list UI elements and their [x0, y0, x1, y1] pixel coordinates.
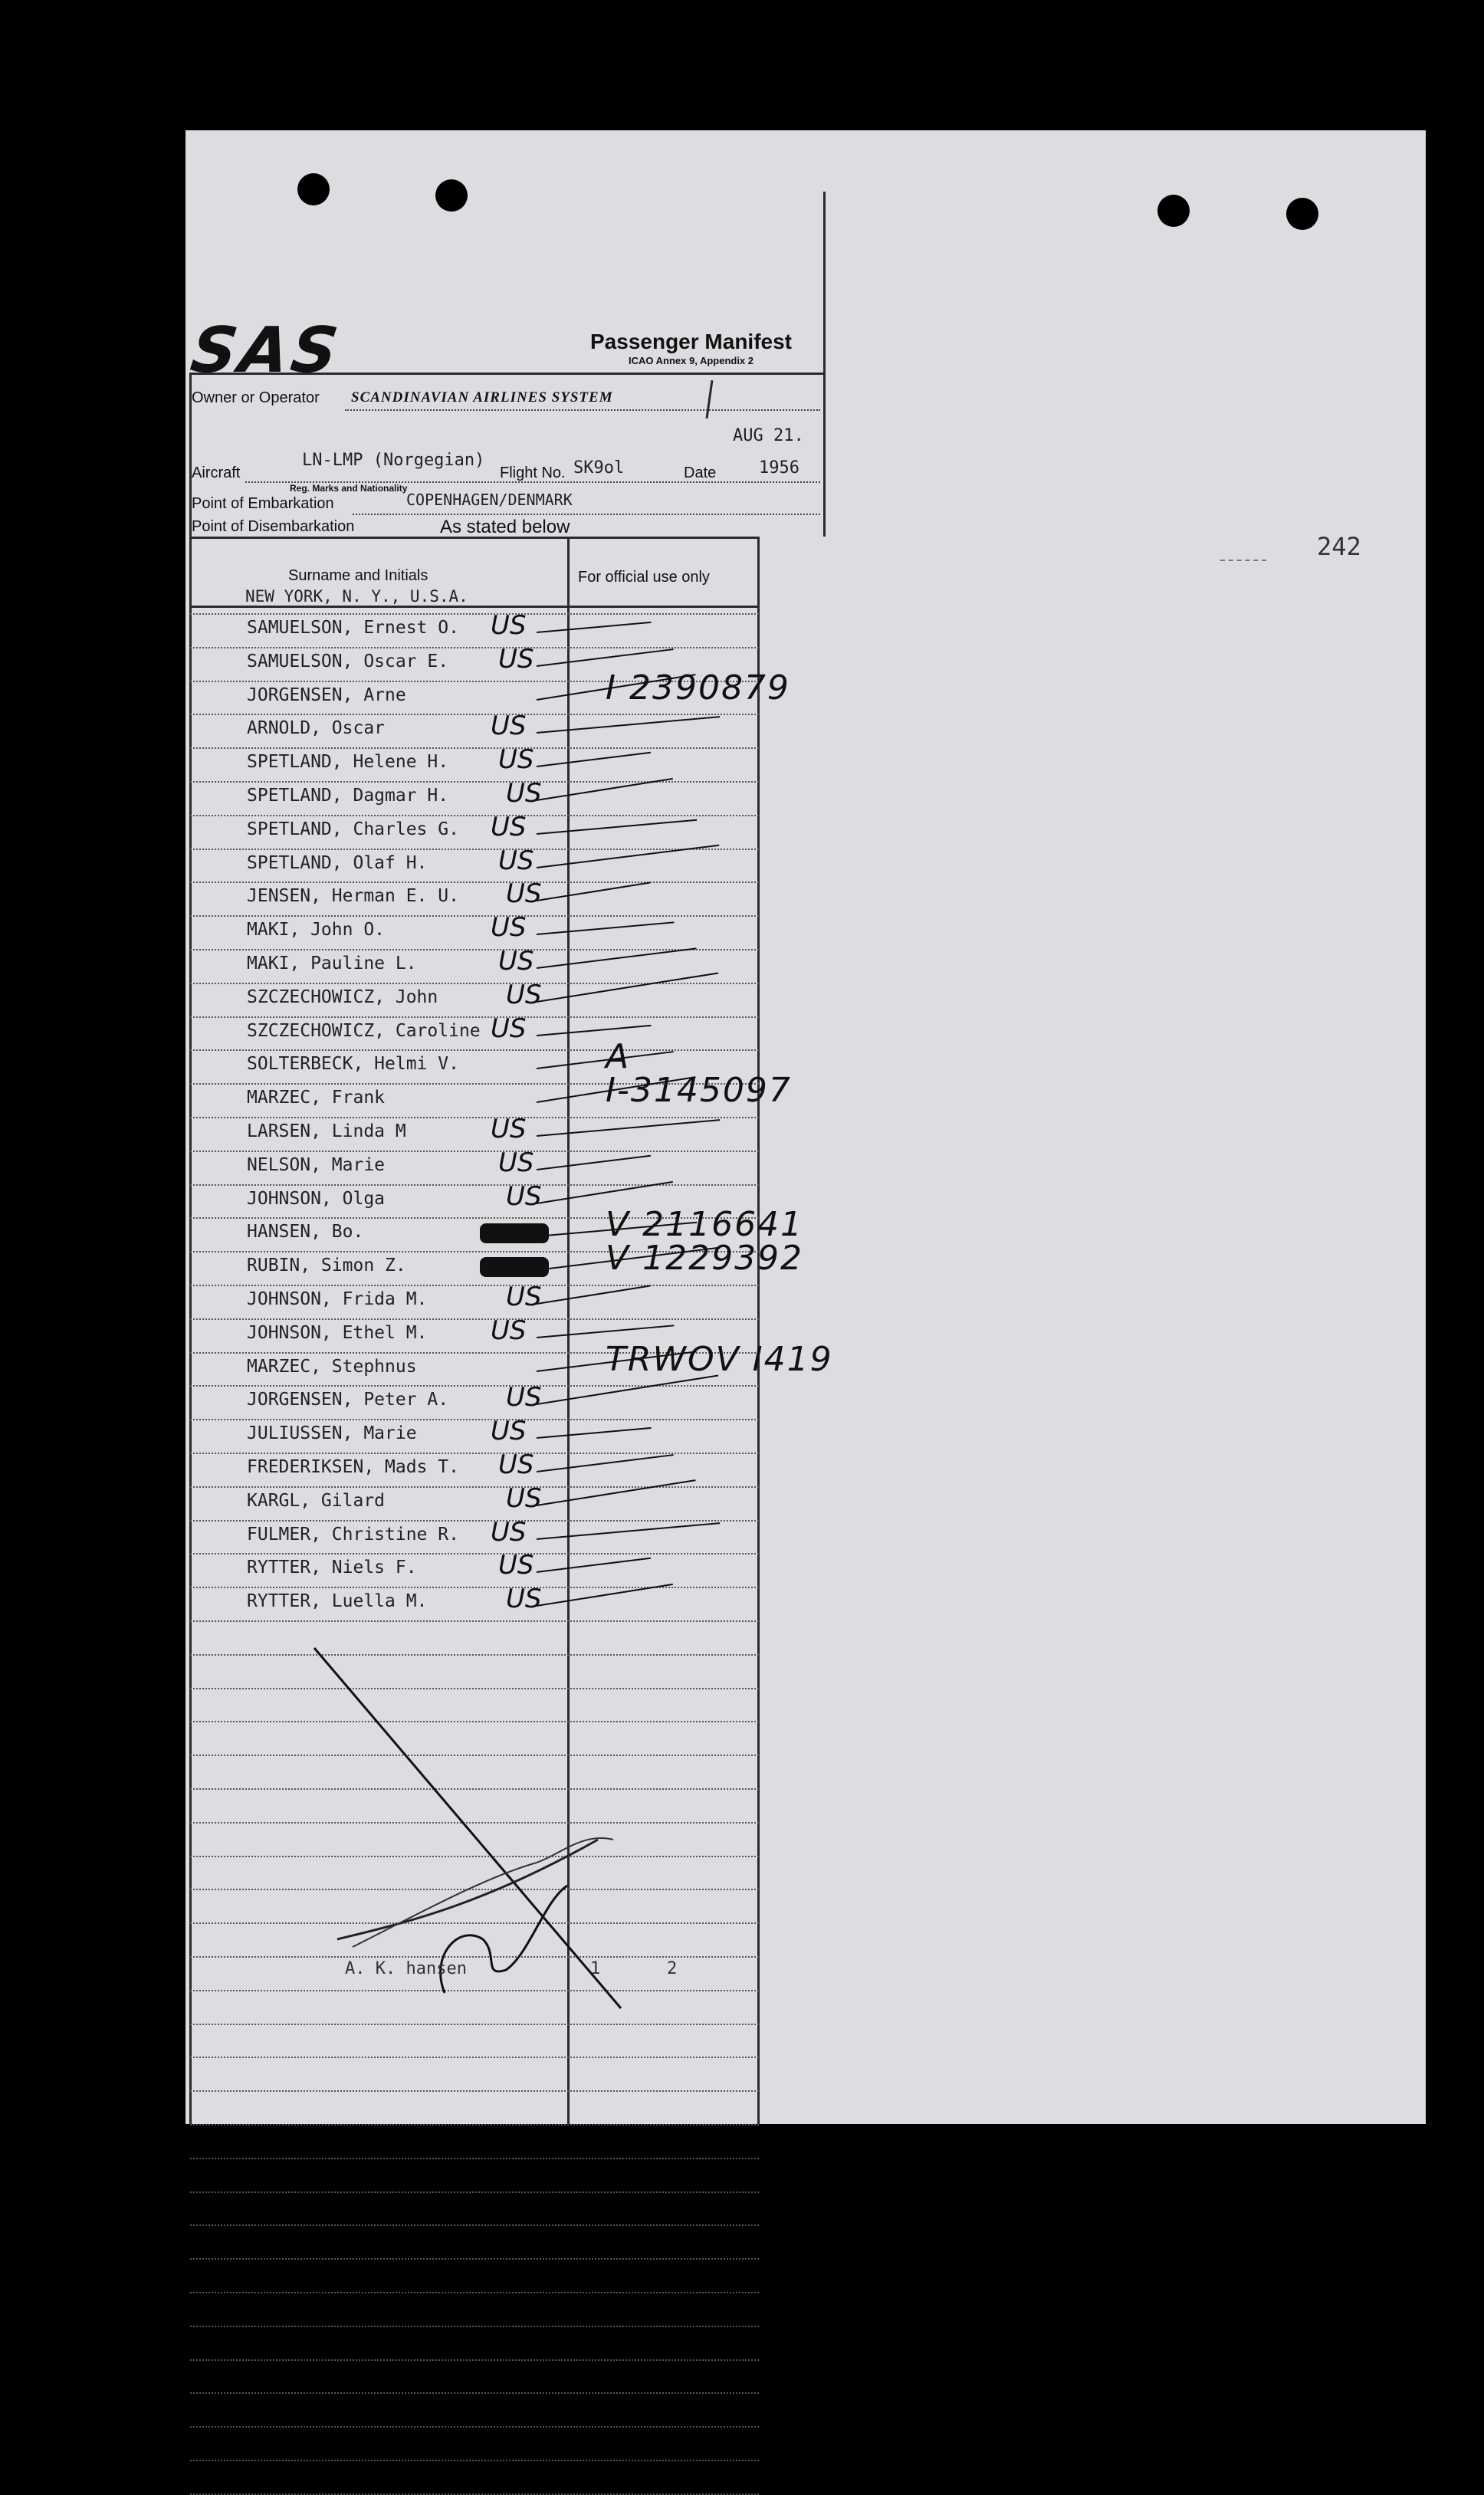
disembarkation-value: As stated below: [440, 517, 570, 537]
passenger-name: FULMER, Christine R.: [247, 1524, 459, 1545]
owner-value: SCANDINAVIAN AIRLINES SYSTEM: [351, 389, 613, 405]
row-rule: [190, 2057, 759, 2058]
punch-hole: [297, 173, 330, 205]
punch-hole: [1286, 198, 1318, 230]
nationality-mark: US: [491, 1516, 527, 1548]
passenger-name: RYTTER, Niels F.: [247, 1558, 417, 1578]
passenger-name: JORGENSEN, Peter A.: [247, 1390, 449, 1410]
embarkation-dotted-line: [353, 514, 820, 515]
row-rule: [190, 983, 759, 984]
nationality-mark: US: [498, 1147, 534, 1178]
sas-logo: SAS: [186, 314, 346, 387]
passenger-name: SPETLAND, Charles G.: [247, 819, 459, 839]
row-rule: [190, 1318, 759, 1320]
passenger-name: HANSEN, Bo.: [247, 1222, 364, 1243]
nationality-mark: US: [506, 1180, 542, 1212]
date-label: Date: [684, 465, 717, 481]
nationality-mark: US: [491, 1416, 527, 1447]
row-rule: [190, 2090, 759, 2092]
passenger-name: MARZEC, Stephnus: [247, 1356, 417, 1377]
nationality-mark: US: [506, 1482, 542, 1514]
passenger-name: NELSON, Marie: [247, 1154, 386, 1175]
official-column-header: For official use only: [578, 569, 710, 586]
passenger-name: SZCZECHOWICZ, John: [247, 987, 438, 1007]
passenger-name: SAMUELSON, Ernest O.: [247, 618, 459, 638]
form-left-rule: [189, 373, 192, 2124]
row-rule: [190, 2292, 759, 2293]
flight-label: Flight No.: [500, 465, 566, 481]
document-number: A: [606, 1037, 631, 1077]
passenger-name: RYTTER, Luella M.: [247, 1591, 428, 1612]
nationality-mark: US: [506, 1282, 542, 1312]
row-rule: [190, 613, 759, 615]
passenger-name: SOLTERBECK, Helmi V.: [247, 1054, 459, 1075]
row-rule: [190, 1620, 759, 1622]
nationality-mark: US: [491, 711, 527, 742]
right-column-rule: [757, 537, 760, 2124]
row-rule: [190, 1520, 759, 1522]
form-subtitle: ICAO Annex 9, Appendix 2: [629, 355, 754, 366]
owner-dotted-line: [345, 409, 820, 411]
row-rule: [190, 1587, 759, 1588]
embarkation-value: COPENHAGEN/DENMARK: [406, 491, 573, 509]
document-number: V 1229392: [606, 1239, 804, 1279]
document-number: I-3145097: [606, 1071, 792, 1111]
nationality-mark: US: [498, 1550, 534, 1581]
row-rule: [190, 1453, 759, 1454]
row-rule: [190, 1117, 759, 1118]
date-value-month: AUG 21.: [733, 426, 804, 445]
passenger-name: FREDERIKSEN, Mads T.: [247, 1457, 459, 1477]
passenger-name: MAKI, Pauline L.: [247, 954, 417, 973]
nationality-mark: US: [498, 946, 534, 977]
nationality-mark: US: [491, 811, 527, 842]
nationality-mark: US: [491, 1013, 527, 1044]
footer-name: A. K. hansen: [345, 1959, 467, 1978]
nationality-mark: US: [491, 1315, 527, 1346]
row-rule: [190, 815, 759, 816]
passenger-name: SAMUELSON, Oscar E.: [247, 651, 449, 671]
document-number: TRWOV I419: [606, 1339, 833, 1379]
aircraft-value: LN-LMP (Norgegian): [302, 451, 485, 470]
embarkation-label: Point of Embarkation: [192, 495, 334, 512]
punch-hole: [1157, 195, 1190, 227]
nationality-mark: US: [491, 610, 527, 641]
passenger-name: MARZEC, Frank: [247, 1088, 386, 1108]
page-number-dash: [1220, 560, 1266, 561]
row-rule: [190, 2124, 759, 2126]
disembarkation-label: Point of Disembarkation: [192, 518, 355, 535]
row-rule: [190, 1016, 759, 1018]
passenger-name: SPETLAND, Helene H.: [247, 752, 449, 773]
row-rule: [190, 1419, 759, 1420]
nationality-mark: US: [506, 979, 542, 1010]
nationality-mark: US: [498, 643, 534, 675]
footer-count-2: 2: [667, 1959, 678, 1978]
passenger-name: SPETLAND, Olaf H.: [247, 852, 428, 873]
passenger-name: JOHNSON, Ethel M.: [247, 1322, 428, 1343]
nationality-mark: US: [506, 1584, 542, 1615]
passenger-name: JOHNSON, Frida M.: [247, 1289, 428, 1309]
form-header-rule-2: [190, 606, 759, 608]
redaction-mark: [480, 1257, 549, 1277]
form-title: Passenger Manifest: [590, 330, 792, 353]
header-right-rule: [823, 192, 826, 537]
surname-column-header: Surname and Initials: [288, 567, 428, 584]
passenger-name: LARSEN, Linda M: [247, 1121, 406, 1141]
nationality-mark: US: [506, 778, 542, 809]
passenger-name: JOHNSON, Olga: [247, 1188, 386, 1209]
nationality-mark: US: [506, 1382, 542, 1413]
nationality-mark: US: [498, 744, 534, 776]
nationality-mark: US: [498, 845, 534, 876]
redaction-mark: [480, 1223, 549, 1243]
document-number: I 2390879: [606, 668, 790, 707]
row-rule: [190, 1285, 759, 1286]
passenger-name: KARGL, Gilard: [247, 1490, 386, 1511]
row-rule: [190, 747, 759, 749]
passenger-name: JORGENSEN, Arne: [247, 684, 406, 705]
row-rule: [190, 2426, 759, 2428]
row-rule: [190, 881, 759, 883]
row-rule: [190, 2158, 759, 2159]
row-rule: [190, 2359, 759, 2361]
row-rule: [190, 781, 759, 783]
row-rule: [190, 1049, 759, 1051]
row-rule: [190, 1486, 759, 1488]
row-rule: [190, 1553, 759, 1554]
row-rule: [190, 2326, 759, 2327]
nationality-mark: US: [498, 1449, 534, 1480]
row-rule: [190, 647, 759, 648]
nationality-mark: US: [491, 912, 527, 944]
row-rule: [190, 1151, 759, 1152]
punch-hole: [435, 179, 468, 212]
reg-note: Reg. Marks and Nationality: [290, 483, 408, 494]
page-number: 242: [1317, 532, 1361, 561]
nationality-mark: US: [491, 1114, 527, 1144]
destination-header: NEW YORK, N. Y., U.S.A.: [245, 587, 468, 606]
footer-count-1: 1: [590, 1959, 601, 1978]
passenger-name: SZCZECHOWICZ, Caroline: [247, 1020, 481, 1041]
passenger-name: MAKI, John O.: [247, 920, 386, 941]
flight-value: SK9ol: [573, 458, 625, 478]
document-number: V 2116641: [606, 1205, 804, 1245]
date-value-year: 1956: [759, 458, 799, 478]
row-rule: [190, 2258, 759, 2260]
row-rule: [190, 2224, 759, 2226]
nationality-mark: US: [506, 878, 542, 910]
row-rule: [190, 2392, 759, 2394]
row-rule: [190, 2460, 759, 2461]
passenger-name: RUBIN, Simon Z.: [247, 1256, 406, 1276]
aircraft-label: Aircraft: [192, 465, 241, 481]
passenger-name: SPETLAND, Dagmar H.: [247, 786, 449, 806]
owner-label: Owner or Operator: [192, 389, 320, 406]
row-rule: [190, 2493, 759, 2495]
row-rule: [190, 2191, 759, 2193]
passenger-name: JULIUSSEN, Marie: [247, 1423, 417, 1444]
row-rule: [190, 714, 759, 715]
row-rule: [190, 1184, 759, 1186]
passenger-name: ARNOLD, Oscar: [247, 718, 386, 739]
passenger-name: JENSEN, Herman E. U.: [247, 886, 459, 907]
row-rule: [190, 1385, 759, 1387]
row-rule: [190, 915, 759, 917]
